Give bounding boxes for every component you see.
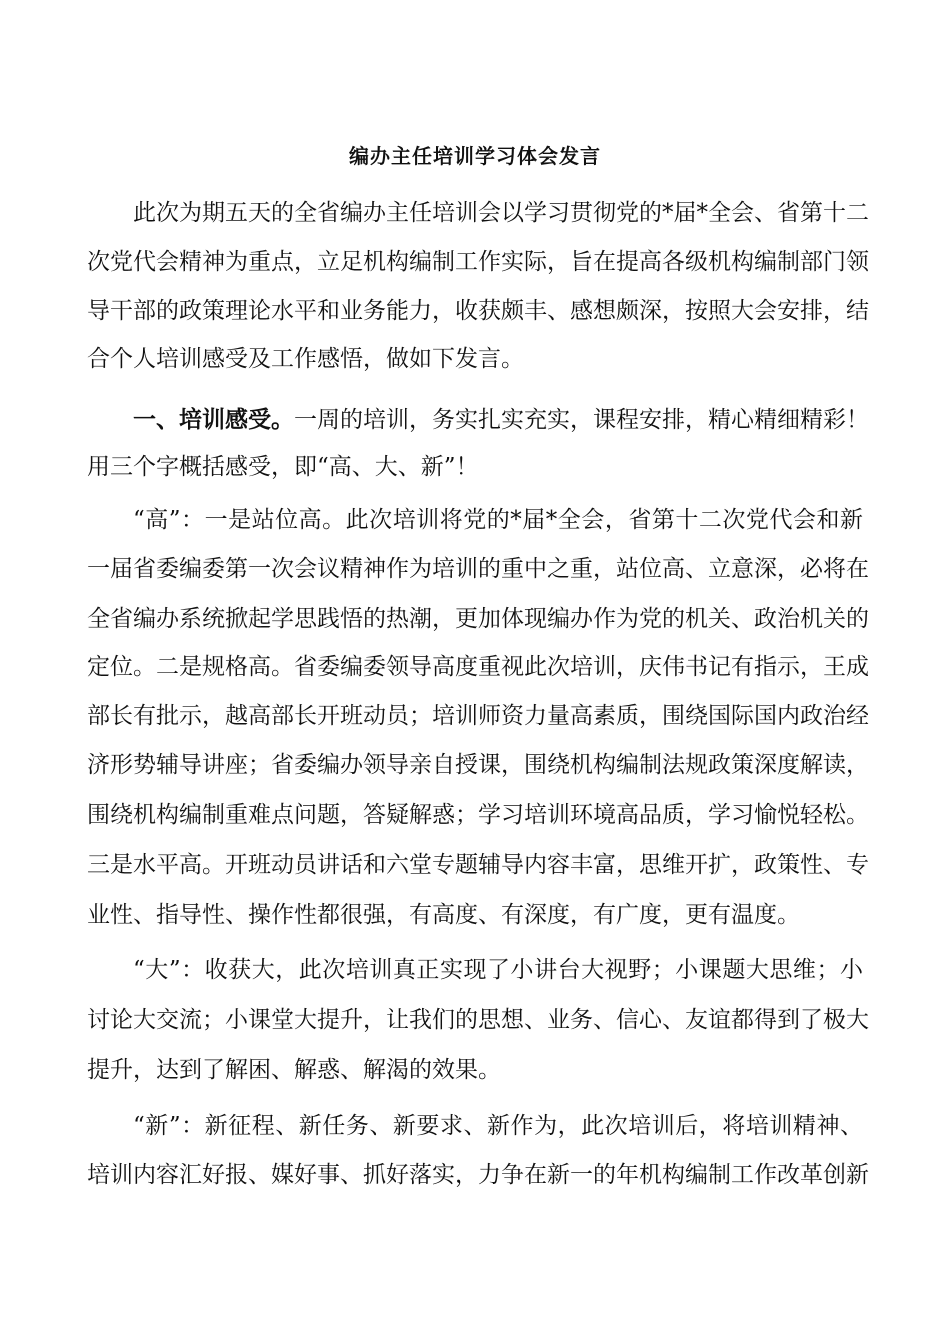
line-text: “大”：收获大，此次培训真正实现了小讲台大视野；小课题大思维；小 <box>133 957 863 983</box>
paragraph-line <box>87 237 869 287</box>
paragraph-line <box>133 1101 863 1151</box>
line-text: 一届省委编委第一次会议精神作为培训的重中之重，站位高、立意深，必将在 <box>87 556 869 582</box>
paragraph-line <box>133 188 869 238</box>
paragraph-line <box>133 945 863 995</box>
line-text: 合个人培训感受及工作感悟，做如下发言。 <box>87 346 524 372</box>
line-text: “新”：新征程、新任务、新要求、新作为，此次培训后，将培训精神、 <box>133 1113 863 1139</box>
paragraph-line <box>133 395 869 445</box>
paragraph-line <box>87 840 869 890</box>
paragraph-line <box>87 995 869 1045</box>
paragraph-line <box>87 286 869 336</box>
paragraph-line <box>87 334 863 384</box>
paragraph-line <box>87 691 869 741</box>
line-text: 三是水平高。开班动员讲话和六堂专题辅导内容丰富，思维开扩，政策性、专 <box>87 852 869 878</box>
document-title: 编办主任培训学习体会发言 <box>349 144 601 168</box>
paragraph-line <box>87 1045 863 1095</box>
line-text: 讨论大交流；小课堂大提升，让我们的思想、业务、信心、友谊都得到了极大 <box>87 1007 869 1033</box>
line-text: 此次为期五天的全省编办主任培训会以学习贯彻党的*届*全会、省第十二 <box>133 200 869 226</box>
paragraph-line <box>87 1150 869 1200</box>
line-text: 业性、指导性、操作性都很强，有高度、有深度，有广度，更有温度。 <box>87 902 800 928</box>
line-text: 一周的培训，务实扎实充实，课程安排，精心精细精彩！ <box>294 407 869 433</box>
paragraph-line <box>87 642 869 692</box>
paragraph-line <box>87 594 869 644</box>
line-text: 定位。二是规格高。省委编委领导高度重视此次培训，庆伟书记有指示，王成 <box>87 654 869 680</box>
line-text: 提升，达到了解困、解惑、解渴的效果。 <box>87 1057 501 1083</box>
line-text: 部长有批示，越高部长开班动员；培训师资力量高素质，围绕国际国内政治经 <box>87 703 869 729</box>
paragraph-line <box>87 890 863 940</box>
paragraph-line <box>87 442 863 492</box>
line-text: 培训内容汇好报、媒好事、抓好落实，力争在新一的年机构编制工作改革创新 <box>87 1162 869 1188</box>
section-heading: 一、培训感受。 <box>133 406 294 433</box>
paragraph-line <box>87 790 869 840</box>
line-text: 导干部的政策理论水平和业务能力，收获颇丰、感想颇深，按照大会安排，结 <box>87 298 869 324</box>
line-text: “高”：一是站位高。此次培训将党的*届*全会，省第十二次党代会和新 <box>133 507 863 533</box>
paragraph-line <box>133 495 863 545</box>
line-text: 围绕机构编制重难点问题，答疑解惑；学习培训环境高品质，学习愉悦轻松。 <box>87 802 869 828</box>
line-text: 济形势辅导讲座；省委编办领导亲自授课，围绕机构编制法规政策深度解读， <box>87 752 869 778</box>
paragraph-line <box>87 544 869 594</box>
line-text: 用三个字概括感受，即“高、大、新”！ <box>87 454 479 480</box>
line-text: 次党代会精神为重点，立足机构编制工作实际，旨在提高各级机构编制部门领 <box>87 249 869 275</box>
paragraph-line <box>87 740 869 790</box>
line-text: 全省编办系统掀起学思践悟的热潮，更加体现编办作为党的机关、政治机关的 <box>87 606 869 632</box>
